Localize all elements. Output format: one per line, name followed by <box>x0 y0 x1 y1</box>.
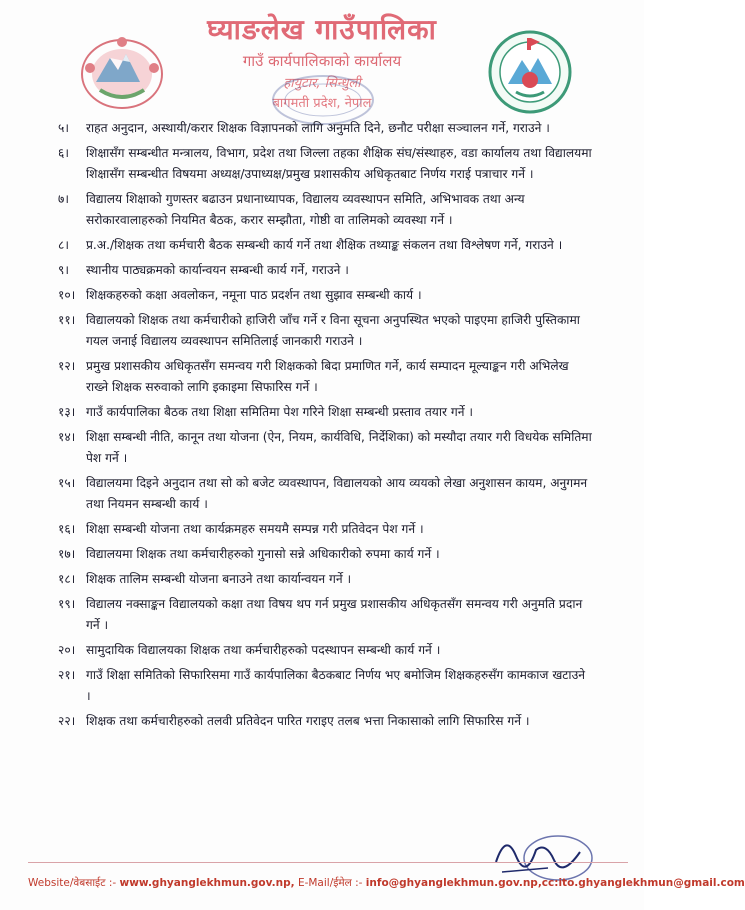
item-text: विद्यालय शिक्षाको गुणस्तर बढाउन प्रधानाध्यापक, विद्यालय व्यवस्थापन समिति, अभिभावक तथा अन्य सरोकारवालाहरुको नियमित बैठक, करार सम्झौता, गोष्ठी वा तालिमको व्यवस्था गर्ने । <box>86 192 525 227</box>
list-item <box>58 189 592 231</box>
item-text: शिक्षासँग सम्बन्धीत मन्त्रालय, विभाग, प्रदेश तथा जिल्ला तहका शैक्षिक संघ/संस्थाहरु, वडा कार्यालय तथा विद्यालयमा शिक्षासँग सम्बन्धीत विषयमा अध्यक्ष/उपाध्यक्ष/प्रमुख प्रशासकीय अधिकृतबाट निर्णय गराई पत्राचार गर्ने । <box>86 146 592 181</box>
item-number: १६। <box>58 522 76 536</box>
list-item <box>58 285 592 306</box>
item-number: १५। <box>58 476 76 490</box>
website-link[interactable]: www.ghyanglekhmun.gov.np, <box>119 877 295 889</box>
item-text: शिक्षक तालिम सम्बन्धी योजना बनाउने तथा कार्यान्वयन गर्ने । <box>86 572 352 586</box>
item-number: १३। <box>58 405 76 419</box>
municipality-name: घ्याङलेख गाउँपालिका <box>207 13 437 46</box>
list-item <box>58 356 592 398</box>
item-text: विद्यालय नक्साङ्कन विद्यालयको कक्षा तथा विषय थप गर्न प्रमुख प्रशासकीय अधिकृतसँग समन्वय गरी अनुमति प्रदान गर्ने । <box>86 597 583 632</box>
item-text: प्र.अ./शिक्षक तथा कर्मचारी बैठक सम्बन्धी कार्य गर्ने तथा शैक्षिक तथ्याङ्क संकलन तथा विश्लेषण गर्ने, गराउने । <box>86 238 563 252</box>
list-item <box>58 402 592 423</box>
item-number: २२। <box>58 714 76 728</box>
item-text: विद्यालयमा दिइने अनुदान तथा सो को बजेट व्यवस्थापन, विद्यालयको आय व्ययको लेखा अनुशासन कायम, अनुगमन तथा नियमन सम्बन्धी कार्य । <box>86 476 588 511</box>
item-number: १९। <box>58 597 76 611</box>
list-item <box>58 569 592 590</box>
item-number: १७। <box>58 547 76 561</box>
item-text: विद्यालयमा शिक्षक तथा कर्मचारीहरुको गुनासो सन्ने अधिकारीको रुपमा कार्य गर्ने । <box>86 547 440 561</box>
item-text: राहत अनुदान, अस्थायी/करार शिक्षक विज्ञापनको लागि अनुमति दिने, छनौट परीक्षा सञ्चालन गर्ने, गराउने । <box>86 121 550 135</box>
list-item <box>58 143 592 185</box>
email-link[interactable]: info@ghyanglekhmun.gov.np,cc:ito.ghyanglekhmun@gmail.com <box>365 877 745 889</box>
item-text: गाउँ शिक्षा समितिको सिफारिसमा गाउँ कार्यपालिका बैठकबाट निर्णय भए बमोजिम शिक्षकहरुसँग कामकाज खटाउने । <box>86 668 586 703</box>
list-item <box>58 118 592 139</box>
list-item <box>58 260 592 281</box>
list-item <box>58 473 592 515</box>
item-number: १०। <box>58 288 76 302</box>
item-text: शिक्षा सम्बन्धी नीति, कानून तथा योजना (ऐन, नियम, कार्यविधि, निर्देशिका) को मस्यौदा तयार गरी विधयेक समितिमा पेश गर्ने । <box>86 430 592 465</box>
footer-divider <box>28 862 628 863</box>
list-item <box>58 640 592 661</box>
municipality-logo-icon <box>488 30 572 114</box>
item-text: विद्यालयको शिक्षक तथा कर्मचारीको हाजिरी जाँच गर्ने र विना सूचना अनुपस्थित भएको पाइएमा हाजिरी पुस्तिकामा गयल जनाई विद्यालय व्यवस्थापन समितिलाई जानकारी गराउने । <box>86 313 580 348</box>
list-item <box>58 665 592 707</box>
item-text: सामुदायिक विद्यालयका शिक्षक तथा कर्मचारीहरुको पदस्थापन सम्बन्धी कार्य गर्ने । <box>86 643 441 657</box>
item-number: ८। <box>58 238 69 252</box>
item-text: शिक्षकहरुको कक्षा अवलोकन, नमूना पाठ प्रदर्शन तथा सुझाव सम्बन्धी कार्य । <box>86 288 422 302</box>
office-name: गाउँ कार्यपालिकाको कार्यालय <box>242 52 402 70</box>
list-item <box>58 544 592 565</box>
list-item <box>58 594 592 636</box>
list-item <box>58 427 592 469</box>
office-address: हायुटार, सिन्धुली <box>283 76 361 91</box>
office-province: बागमती प्रदेश, नेपाल <box>272 96 372 111</box>
item-text: गाउँ कार्यपालिका बैठक तथा शिक्षा समितिमा पेश गरिने शिक्षा सम्बन्धी प्रस्ताव तयार गर्ने । <box>86 405 473 419</box>
list-item <box>58 519 592 540</box>
duties-list <box>58 118 592 736</box>
item-number: ७। <box>58 192 69 206</box>
list-item <box>58 235 592 256</box>
letterhead <box>0 0 644 118</box>
item-text: स्थानीय पाठ्यक्रमको कार्यान्वयन सम्बन्धी कार्य गर्ने, गराउने । <box>86 263 349 277</box>
item-number: २०। <box>58 643 76 657</box>
item-number: २१। <box>58 668 76 682</box>
item-text: शिक्षक तथा कर्मचारीहरुको तलवी प्रतिवेदन पारित गराइए तलब भत्ता निकासाको लागि सिफारिस गर्ने । <box>86 714 530 728</box>
item-number: १८। <box>58 572 76 586</box>
footer-contact <box>28 876 745 890</box>
list-item <box>58 310 592 352</box>
item-text: प्रमुख प्रशासकीय अधिकृतसँग समन्वय गरी शिक्षकको बिदा प्रमाणित गर्ने, कार्य सम्पादन मूल्याङ्कन गरी अभिलेख राख्ने शिक्षक सरुवाको लागि इकाइमा सिफारिस गर्ने । <box>86 359 569 394</box>
list-item <box>58 711 592 732</box>
email-label: E-Mail/ईमेल :- <box>297 877 363 889</box>
website-label: Website/वेबसाईट :- <box>28 877 117 889</box>
item-number: ९। <box>58 263 69 277</box>
item-number: १२। <box>58 359 76 373</box>
item-number: ६। <box>58 146 69 160</box>
item-number: ५। <box>58 121 69 135</box>
item-number: १४। <box>58 430 76 444</box>
item-number: ११। <box>58 313 76 327</box>
item-text: शिक्षा सम्बन्धी योजना तथा कार्यक्रमहरु समयमै सम्पन्न गरी प्रतिवेदन पेश गर्ने । <box>86 522 424 536</box>
